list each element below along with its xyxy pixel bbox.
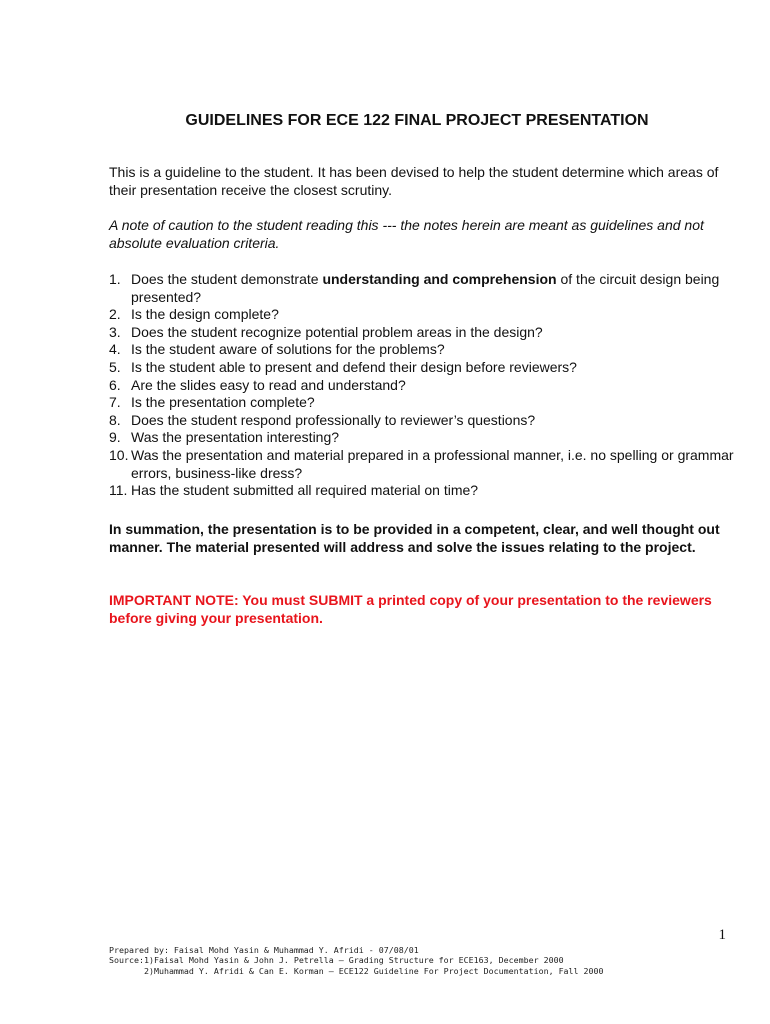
list-item-text: Has the student submitted all required material on time?: [131, 482, 479, 499]
list-item: [109, 482, 749, 500]
list-item-number: 8.: [109, 411, 121, 428]
list-item-text: Was the presentation interesting?: [131, 429, 340, 446]
list-item-number: 7.: [109, 394, 121, 411]
footer-source-1: Source:1)Faisal Mohd Yasin & John J. Petrella – Grading Structure for ECE163, December 2000: [109, 955, 564, 966]
list-item: [109, 359, 749, 377]
list-item-text: Is the student able to present and defend their design before reviewers?: [131, 358, 577, 375]
caution-note: A note of caution to the student reading this --- the notes herein are meant as guidelines and not absolute evaluation criteria.: [109, 217, 704, 251]
list-item-number: 6.: [109, 376, 121, 393]
list-item: [109, 324, 749, 342]
list-item: [109, 412, 749, 430]
list-item-number: 4.: [109, 341, 121, 358]
list-item-text: Does the student recognize potential problem areas in the design?: [131, 323, 543, 340]
list-item: [109, 306, 749, 324]
footer-prepared-by: Prepared by: Faisal Mohd Yasin & Muhammad Y. Afridi - 07/08/01: [109, 945, 419, 955]
list-item-number: 3.: [109, 323, 121, 340]
list-item-number: 9.: [109, 429, 121, 446]
list-item-number: 2.: [109, 306, 121, 323]
list-item-number: 11.: [109, 482, 128, 499]
list-item: [109, 341, 749, 359]
list-item: [109, 447, 749, 482]
important-note: IMPORTANT NOTE: You must SUBMIT a printed copy of your presentation to the reviewers before giving your presentation.: [109, 592, 712, 626]
document-title: GUIDELINES FOR ECE 122 FINAL PROJECT PRESENTATION: [185, 112, 649, 129]
list-item-number: 10.: [109, 446, 129, 463]
list-item-text-start: Does the student demonstrate: [131, 271, 323, 287]
list-item-number: 5.: [109, 358, 121, 375]
intro-paragraph: This is a guideline to the student. It has been devised to help the student determine which areas of their presentation receive the closest scrutiny.: [109, 164, 719, 198]
list-item: [109, 377, 749, 395]
summary-paragraph: In summation, the presentation is to be provided in a competent, clear, and well thought out manner. The material presented will address and solve the issues relating to the project.: [109, 521, 720, 555]
list-item: [109, 271, 749, 306]
list-item: [109, 429, 749, 447]
page-number: 1: [718, 927, 726, 943]
list-item-text: Was the presentation and material prepared in a professional manner, i.e. no spelling or grammar errors, business-like dress?: [131, 446, 734, 481]
list-item-text-end: of the circuit design being presented?: [131, 271, 720, 305]
list-item-number: 1.: [109, 271, 121, 287]
list-item-emphasis: understanding and comprehension: [322, 271, 557, 287]
list-item-text: Are the slides easy to read and understand?: [131, 376, 406, 393]
questions-list: [109, 271, 749, 500]
list-item-text: Is the design complete?: [131, 306, 279, 323]
list-item: [109, 394, 749, 412]
list-item-text: Is the presentation complete?: [131, 394, 315, 411]
list-item-text: Is the student aware of solutions for the problems?: [131, 341, 445, 358]
list-item-text: Does the student respond professionally to reviewer’s questions?: [131, 411, 536, 428]
list-item-text: [131, 271, 749, 306]
footer-credits: [109, 945, 729, 976]
footer-source-2: 2)Muhammad Y. Afridi & Can E. Korman – ECE122 Guideline For Project Documentation, Fall 2000: [109, 965, 604, 976]
